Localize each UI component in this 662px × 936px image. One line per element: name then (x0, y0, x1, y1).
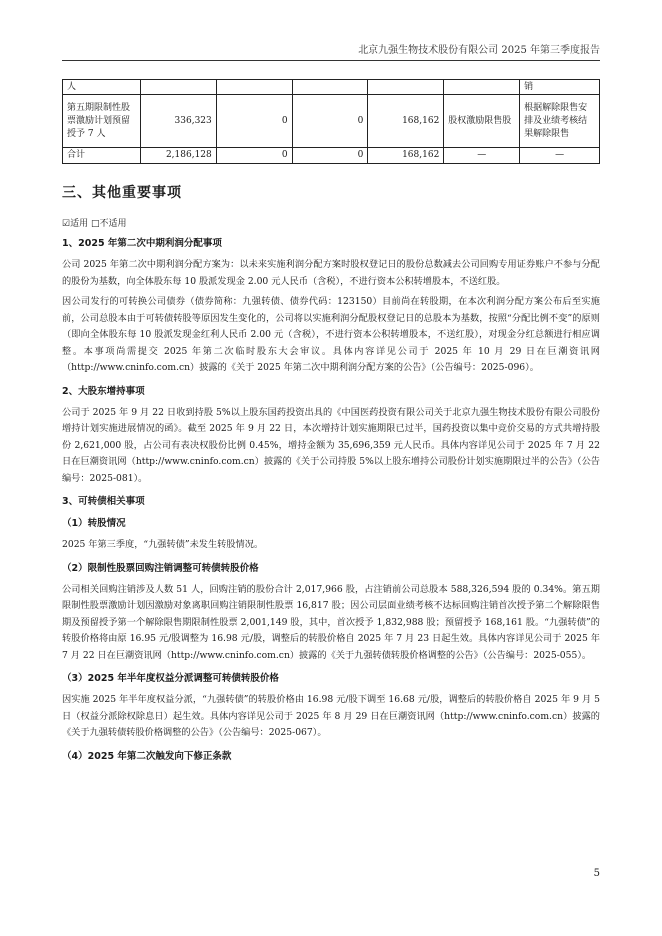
sub-heading: （1）转股情况 (62, 518, 126, 529)
sub-heading: （4）2025 年第二次触发向下修正条款 (62, 750, 232, 762)
end-shares-cell: 168,162 (368, 148, 444, 164)
sub-heading: （2）限制性股票回购注销调整可转债转股价格 (62, 562, 259, 574)
restriction-reason-cell: 股权激励限售股 (444, 95, 520, 148)
paragraph: 公司 2025 年第二次中期利润分配方案为：以未来实施利润分配方案时股权登记日的股份总数减去公司回购专用证券账户不参与分配的股份为基数，向全体股东每 10 股派发现金 2.00 元人民币（含税），不进行资本公积转增股本，不送红股。 (62, 259, 600, 287)
applicability-checkboxes (62, 216, 600, 229)
shareholder-name-cell: 第五期限制性股票激励计划预留授予 7 人 (63, 95, 141, 148)
page-number: 5 (593, 868, 600, 879)
restricted-shares-table (62, 79, 600, 164)
added-shares-cell: 0 (216, 95, 292, 148)
start-shares-cell: 2,186,128 (140, 148, 216, 164)
item-heading: 1、2025 年第二次中期利润分配事项 (62, 238, 222, 249)
paragraph: 2025 年第三季度，“九强转债”未发生转股情况。 (62, 539, 264, 550)
paragraph: 因实施 2025 年半年度权益分派，“九强转债”的转股价格由 16.98 元/股下调至 16.68 元/股，调整后的转股价格自 2025 年 9 月 5 日（权益分派除权除息日）起生效。具体内容详见公司于 2025 年 8 月 29 日在巨潮资讯网（http://www.cninfo.com.cn）披露的《关于九强转债转股价格调整的公告》（公告编号：2025-067）。 (62, 694, 600, 738)
released-shares-cell: 0 (292, 95, 368, 148)
sub-heading: （3）2025 年半年度权益分派调整可转债转股价格 (62, 673, 279, 684)
released-shares-cell: 0 (292, 148, 368, 164)
not-applicable-checkbox: □不适用 (90, 219, 127, 229)
release-date-cell: — (520, 148, 600, 164)
header-divider (62, 60, 600, 61)
end-shares-cell: 168,162 (368, 95, 444, 148)
section-title: 三、其他重要事项 (62, 185, 182, 201)
paragraph: 因公司发行的可转换公司债券（债券简称：九强转债、债券代码：123150）目前尚在转股期，在本次利润分配方案公布后至实施前，公司总股本由于可转债转股等原因发生变化的，公司将以实施利润分配股权登记日的总股本为基数，按照“分配比例不变”的原则（即向全体股东每 10 股派发现金红利人民币 2.00 元（含税），不进行资本公积转增股本，不送红股），对现金分红总额进行相应调整。本事项尚需提交 2025 年第二次临时股东大会审议。具体内容详见公司于 2025 年 10 月 29 日在巨潮资讯网（http://www.cninfo.com.cn）披露的《关于 2025 年第二次中期利润分配方案的公告》（公告编号：2025-096）。 (62, 296, 600, 373)
table-row (63, 80, 600, 95)
item-heading: 2、大股东增持事项 (62, 385, 145, 397)
shareholder-name-cell: 人 (63, 80, 141, 95)
applicable-checkbox: ☑适用 (62, 219, 89, 229)
start-shares-cell: 336,323 (140, 95, 216, 148)
main-content (62, 182, 600, 770)
restriction-reason-cell: — (444, 148, 520, 164)
shareholder-name-cell: 合计 (63, 148, 141, 164)
page-header: 北京九强生物技术股份有限公司 2025 年第三季度报告 (358, 45, 600, 56)
item-heading: 3、可转债相关事项 (62, 496, 145, 507)
table-row (63, 148, 600, 164)
added-shares-cell: 0 (216, 148, 292, 164)
release-date-cell: 根据解除限售安排及业绩考核结果解除限售 (520, 95, 600, 148)
release-date-cell: 销 (520, 80, 600, 95)
table-row (63, 95, 600, 148)
paragraph: 公司于 2025 年 9 月 22 日收到持股 5%以上股东国药投资出具的《中国医药投资有限公司关于北京九强生物技术股份有限公司股份增持计划实施进展情况的函》。截至 2025 年 9 月 22 日，本次增持计划实施期限已过半，国药投资以集中竞价交易的方式共增持股份 2,621,000 股，占公司有表决权股份比例 0.45%，增持金额为 35,696,359 元人民币。具体内容详见公司于 2025 年 7 月 22 日在巨潮资讯网（http://www.cninfo.com.cn）披露的《关于公司持股 5%以上股东增持公司股份计划实施期限过半的公告》（公告编号：2025-081）。 (62, 406, 600, 484)
paragraph: 公司相关回购注销涉及人数 51 人，回购注销的股份合计 2,017,966 股，占注销前公司总股本 588,326,594 股的 0.34%。第五期限制性股票激励计划因激励对象离职回购注销限制性股票 16,817 股；因公司层面业绩考核不达标回购注销首次授予第二个解除限售期及预留授予第一个解除限售期限制性股票 2,001,149 股，其中，首次授予 1,832,988 股；预留授予 168,161 股。“九强转债”的转股价格将由原 16.95 元/股调整为 16.98 元/股，调整后的转股价格自 2025 年 7 月 23 日起生效。具体内容详见公司于 2025 年 7 月 22 日在巨潮资讯网（http://www.cninfo.com.cn）披露的《关于九强转债转股价格调整的公告》（公告编号：2025-055）。 (62, 583, 600, 661)
